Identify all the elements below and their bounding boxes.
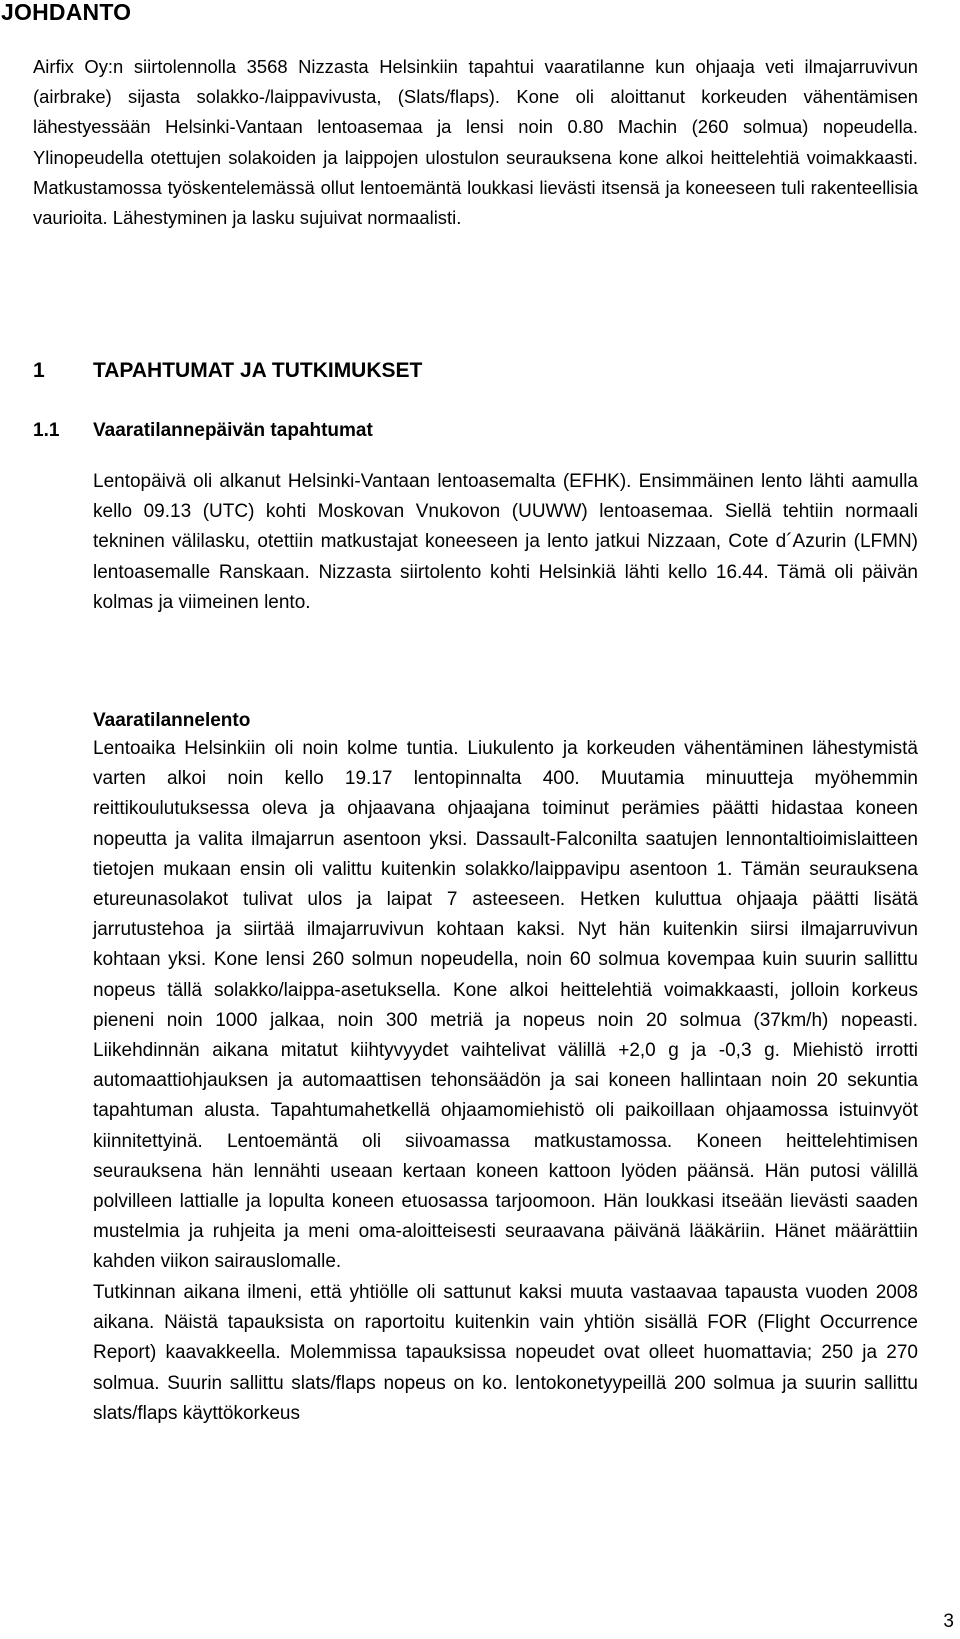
- page-number: 3: [943, 1611, 954, 1632]
- subsection-title: Vaaratilannepäivän tapahtumat: [93, 420, 373, 441]
- subsection-number: 1.1: [33, 420, 60, 441]
- section-heading: [33, 357, 422, 385]
- body-paragraph-3: Tutkinnan aikana ilmeni, että yhtiölle oli sattunut kaksi muuta vastaavaa tapausta vuoden 2008 aikana. Näistä tapauksista on raportoitu kuitenkin vain yhtiön sisällä FOR (Flight Occurrence Report) kaavakkeella. Molemmissa tapauksissa nopeudet ovat olleet huomattavia; 250 ja 270 solmua. Suurin sallittu slats/flaps nopeus on ko. lentokonetyypeillä 200 solmua ja suurin sallittu slats/flaps käyttökorkeus: [93, 1282, 918, 1424]
- main-heading: JOHDANTO: [1, 0, 132, 25]
- section-number: 1: [33, 359, 45, 382]
- section-title: TAPAHTUMAT JA TUTKIMUKSET: [93, 359, 423, 382]
- subheading-incident-flight: Vaaratilannelento: [93, 710, 251, 731]
- body-paragraph-1: Lentopäivä oli alkanut Helsinki-Vantaan lentoasemalta (EFHK). Ensimmäinen lento lähti aamulla kello 09.13 (UTC) kohti Moskovan Vnukovon (UUWW) lentoasemaa. Siellä tehtiin normaali tekninen välilasku, otettiin matkustajat koneeseen ja lento jatkui Nizzaan, Cote d´Azurin (LFMN) lentoasemalle Ranskaan. Nizzasta siirtolento kohti Helsinkiä lähti kello 16.44. Tämä oli päivän kolmas ja viimeinen lento.: [93, 471, 918, 613]
- body-paragraph-2: Lentoaika Helsinkiin oli noin kolme tuntia. Liukulento ja korkeuden vähentäminen lähestymistä varten alkoi noin kello 19.17 lentopinnalta 400. Muutamia minuutteja myöhemmin reittikoulutuksessa oleva ja ohjaavana ohjaajana toiminut perämies päätti hidastaa koneen nopeutta ja valita ilmajarrun asentoon yksi. Dassault-Falconilta saatujen lennontaltioimislaitteen tietojen mukaan ensin oli valittu kuitenkin solakko/laippavipu asentoon 1. Tämän seurauksena etureunasolakot tulivat ulos ja laipat 7 asteeseen. Hetken kuluttua ohjaaja päätti lisätä jarrutustehoa ja siirtää ilmajarruvivun kohtaan kaksi. Nyt hän kuitenkin siirsi ilmajarruvivun kohtaan yksi. Kone lensi 260 solmun nopeudella, noin 60 solmua kovempaa kuin suurin sallittu nopeus tällä solakko/laippa-asetuksella. Kone alkoi heittelehtiä voimakkaasti, jolloin korkeus pieneni noin 1000 jalkaa, noin 300 metriä ja nopeus noin 20 solmua (37km/h) nopeasti. Liikehdinnän aikana mitatut kiihtyvyydet vaihtelivat välillä +2,0 g ja -0,3 g. Miehistö irrotti automaattiohjauksen ja automaattisen tehonsäädön ja sai koneen hallintaan noin 20 sekuntia tapahtuman alusta. Tapahtumahetkellä ohjaamomiehistö oli paikoillaan ohjaamossa istuinvyöt kiinnitettyinä. Lentoemäntä oli siivoamassa matkustamossa. Koneen heittelehtimisen seurauksena hän lennähti useaan kertaan koneen kattoon lyöden päänsä. Hän putosi välillä polvilleen lattialle ja lopulta koneen etuosassa tarjoomoon. Hän loukkasi itseään lievästi saaden mustelmia ja ruhjeita ja meni oma-aloitteisesti seuraavana päivänä lääkäriin. Hänet määrättiin kahden viikon sairauslomalle.: [93, 738, 918, 1273]
- subsection-heading: [33, 417, 373, 445]
- intro-paragraph: Airfix Oy:n siirtolennolla 3568 Nizzasta Helsinkiin tapahtui vaaratilanne kun ohjaaja veti ilmajarruvivun (airbrake) sijasta solakko-/laippavivusta, (Slats/flaps). Kone oli aloittanut korkeuden vähentämisen lähestyessään Helsinki-Vantaan lentoasemaa ja lensi noin 0.80 Machin (260 solmua) nopeudella. Ylinopeudella otettujen solakoiden ja laippojen ulostulon seurauksena kone alkoi heittelehtiä voimakkaasti. Matkustamossa työskentelemässä ollut lentoemäntä loukkasi lievästi itsensä ja koneeseen tuli rakenteellisia vaurioita. Lähestyminen ja lasku sujuivat normaalisti.: [33, 56, 918, 229]
